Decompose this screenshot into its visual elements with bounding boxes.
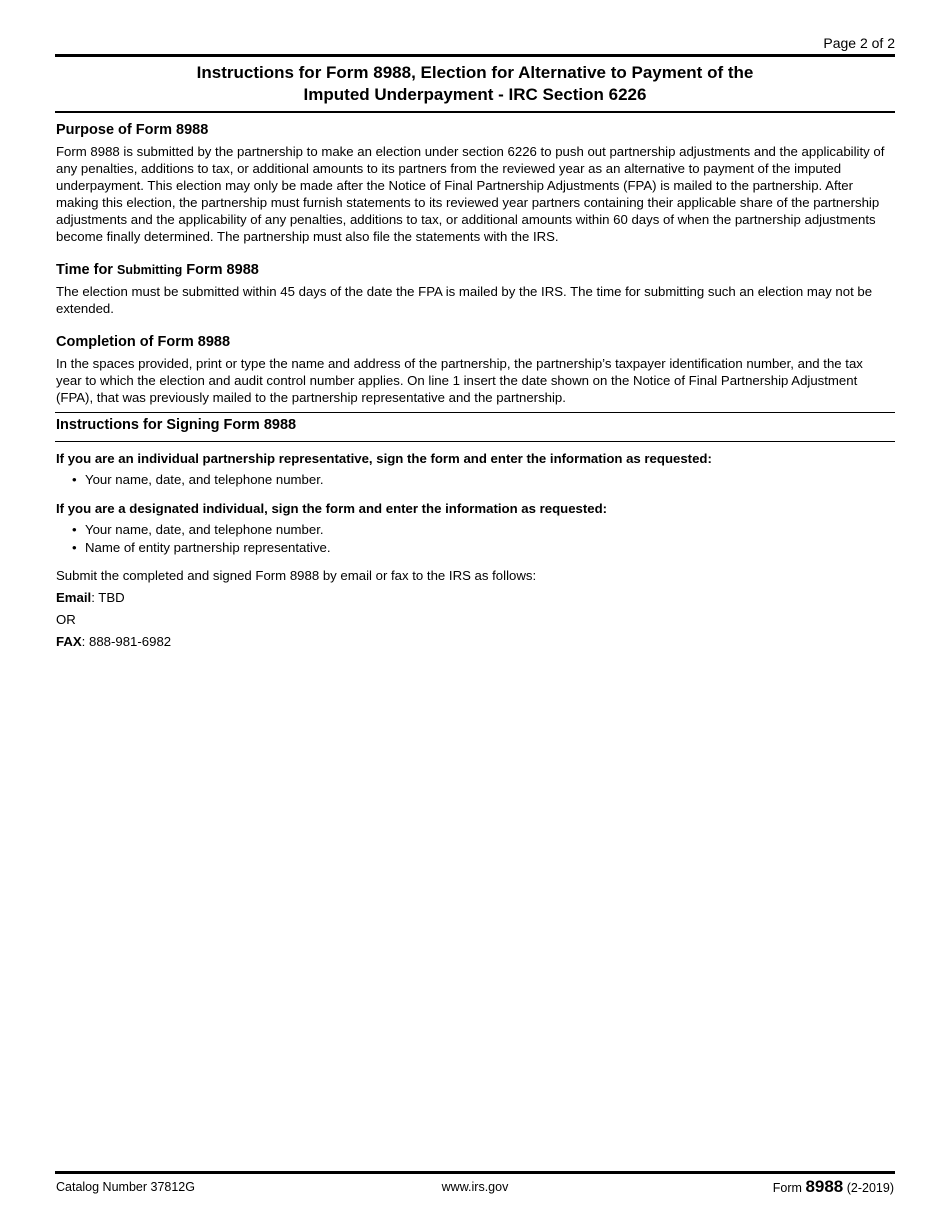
- list-item: • Your name, date, and telephone number.: [72, 472, 324, 487]
- signing-heading: Instructions for Signing Form 8988: [56, 417, 297, 433]
- fax-label: FAX: [56, 634, 82, 649]
- footer: [56, 1177, 894, 1198]
- website-link[interactable]: www.irs.gov: [441, 1180, 509, 1194]
- form-number: 8988: [805, 1177, 844, 1196]
- designated-intro: If you are a designated individual, sign the form and enter the information as requested:: [56, 501, 608, 516]
- or-text: OR: [56, 612, 76, 627]
- form-revision: (2-2019): [846, 1181, 894, 1195]
- time-heading-prefix: Time for: [56, 262, 113, 278]
- designated-list: [56, 521, 892, 557]
- title-rule: [55, 111, 895, 113]
- individual-intro: If you are an individual partnership representative, sign the form and enter the information as requested:: [56, 451, 712, 466]
- individual-section: [56, 450, 892, 489]
- bullet-icon: •: [72, 472, 77, 487]
- time-body: The election must be submitted within 45 days of the date the FPA is mailed by the IRS. The time for submitting such an election may not be extended.: [56, 284, 873, 316]
- bullet-icon: •: [72, 522, 77, 537]
- submit-text: Submit the completed and signed Form 8988 by email or fax to the IRS as follows:: [56, 568, 537, 583]
- purpose-body: Form 8988 is submitted by the partnership to make an election under section 6226 to push out partnership adjustments and the applicability of any penalties, additions to tax, or additional amounts to its partners from the reviewed year as an alternative to payment of the imputed underpayment. This election may only be made after the Notice of Final Partnership Adjustments (FPA) is mailed to the partnership. After making this election, the partnership must furnish statements to its reviewed year partners containing their applicable share of the partnership adjustments and the applicability of any penalties, additions to tax, or additional amounts within 60 days of when the partnership adjustments become finally determined. The partnership must also file the statements with the IRS.: [56, 144, 885, 244]
- page-title: [55, 62, 895, 106]
- form-id: Form 8988 (2-2019): [772, 1177, 894, 1196]
- submit-section: [56, 567, 892, 584]
- list-item: • Your name, date, and telephone number.: [72, 522, 324, 537]
- purpose-section: [56, 122, 892, 245]
- time-heading-suffix: Form 8988: [186, 262, 259, 278]
- fax-line: [56, 633, 892, 650]
- email-value: : TBD: [91, 590, 125, 605]
- completion-section: [56, 334, 892, 406]
- list-item: • Name of entity partnership representative.: [72, 540, 331, 555]
- signing-top-rule: [55, 412, 895, 413]
- bullet-icon: •: [72, 540, 77, 555]
- designated-section: [56, 500, 892, 557]
- footer-rule: [55, 1171, 895, 1174]
- time-section: [56, 262, 892, 317]
- page-title-line-1: Instructions for Form 8988, Election for Alternative to Payment of the: [196, 63, 754, 82]
- time-heading-small: Submitting: [116, 263, 183, 277]
- completion-heading: Completion of Form 8988: [56, 334, 231, 350]
- page-number: Page 2 of 2: [823, 35, 895, 51]
- individual-list: [56, 471, 892, 489]
- time-heading: [56, 262, 892, 279]
- signing-bottom-rule: [55, 441, 895, 442]
- email-label: Email: [56, 590, 92, 605]
- signing-heading-block: [56, 417, 892, 438]
- header-rule: [55, 54, 895, 57]
- completion-body: In the spaces provided, print or type the name and address of the partnership, the partnership’s taxpayer identification number, and the tax year to which the election and audit control number applies. On line 1 insert the date shown on the Notice of Final Partnership Adjustment (FPA), that was previously mailed to the partnership representative and the partnership.: [56, 356, 863, 405]
- catalog-number: Catalog Number 37812G: [56, 1180, 195, 1194]
- or-line: [56, 611, 892, 628]
- fax-value: : 888-981-6982: [81, 634, 172, 649]
- page-title-line-2: Imputed Underpayment - IRC Section 6226: [303, 85, 647, 104]
- purpose-heading: Purpose of Form 8988: [56, 122, 209, 138]
- email-line: [56, 589, 892, 606]
